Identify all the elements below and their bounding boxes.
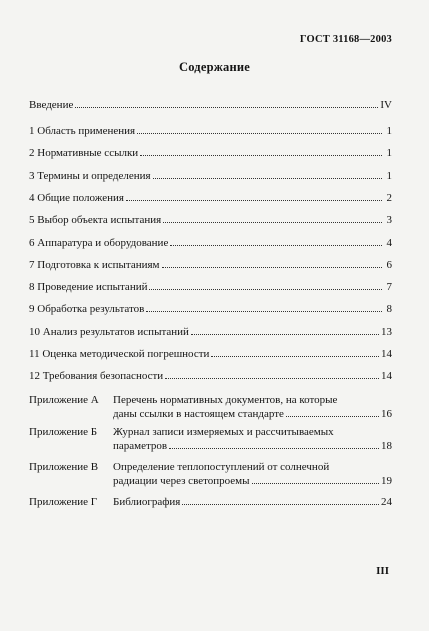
dot-leader [163,213,382,223]
toc-entry-4 [29,191,392,205]
toc-entry-page: 6 [386,259,392,271]
dot-leader [162,258,383,268]
appendix-title-line2: радиации через светопроемы [113,475,250,487]
appendix-title-line1: Определение теплопоступлений от солнечной [113,461,330,473]
toc-entry-page: 7 [386,281,392,293]
appendix-label: Приложение Г [29,496,98,508]
toc-entry-label: 3 Термины и определения [29,170,151,182]
appendix-label: Приложение Б [29,426,98,438]
toc-entry-label: 10 Анализ результатов испытаний [29,326,189,338]
toc-entry-1 [29,124,392,138]
appendix-page: 18 [381,440,392,452]
appendix-body [113,460,392,488]
toc-entry-page: 13 [381,326,392,338]
appendix-body [113,393,392,421]
toc-entry-page: 8 [386,303,392,315]
toc-entry-introduction [29,98,392,112]
dot-leader [191,325,379,335]
dot-leader [286,407,379,417]
toc-entry-page: 1 [386,147,392,159]
toc-entry-5 [29,213,392,227]
toc-entry-label: 8 Проведение испытаний [29,281,148,293]
dot-leader [75,98,378,108]
toc-entry-page: 14 [381,370,392,382]
dot-leader [169,439,379,449]
toc-entry-7 [29,258,392,272]
toc-entry-page: IV [380,99,392,111]
appendix-title-line2: Библиография [113,496,181,508]
toc-entry-12 [29,369,392,383]
appendix-body [113,495,392,509]
dot-leader [137,124,382,134]
appendix-page: 16 [381,408,392,420]
appendix-title-line1: Журнал записи измеряемых и рассчитываемых [113,426,334,438]
toc-entry-page: 4 [386,237,392,249]
appendix-title-line2-row [113,474,392,488]
toc-entry-page: 2 [386,192,392,204]
appendix-label: Приложение В [29,461,99,473]
appendix-body [113,425,392,453]
toc-entry-page: 3 [386,214,392,226]
dot-leader [146,302,382,312]
toc-entry-11 [29,347,392,361]
page-number: III [376,565,389,577]
toc-entry-page: 1 [386,170,392,182]
toc-entry-9 [29,302,392,316]
toc-entry-label: 4 Общие положения [29,192,124,204]
toc-entry-10 [29,325,392,339]
dot-leader [211,347,379,357]
toc-entry-label: 9 Обработка результатов [29,303,145,315]
toc-entry-label: 5 Выбор объекта испытания [29,214,162,226]
appendix-page: 24 [381,496,392,508]
toc-entry-label: 6 Аппаратура и оборудование [29,237,169,249]
toc-entry-page: 1 [386,125,392,137]
dot-leader [126,191,382,201]
dot-leader [149,280,382,290]
appendix-title-line2: параметров [113,440,168,452]
dot-leader [252,474,380,484]
toc-entry-2 [29,146,392,160]
dot-leader [140,146,382,156]
appendix-title-line2-row [113,439,392,453]
dot-leader [182,495,379,505]
toc-entry-8 [29,280,392,294]
toc-entry-label: 2 Нормативные ссылки [29,147,139,159]
toc-entry-label: 11 Оценка методической погрешности [29,348,210,360]
toc-entry-label: 12 Требования безопасности [29,370,164,382]
toc-entry-label: 1 Область применения [29,125,136,137]
dot-leader [153,169,382,179]
toc-entry-label: 7 Подготовка к испытаниям [29,259,160,271]
appendix-title-line1: Перечень нормативных документов, на которые [113,394,338,406]
appendix-title-line2: даны ссылки в настоящем стандарте [113,408,284,420]
appendix-page: 19 [381,475,392,487]
appendix-title-line2-row [113,407,392,421]
toc-entry-page: 14 [381,348,392,360]
dot-leader [165,369,379,379]
toc-entry-3 [29,169,392,183]
appendix-label: Приложение А [29,394,99,406]
toc-entry-6 [29,236,392,250]
toc-entry-label: Введение [29,99,74,111]
dot-leader [170,236,382,246]
appendix-title-line2-row [113,495,392,509]
toc-title: Содержание [178,60,250,74]
document-code: ГОСТ 31168—2003 [299,34,392,45]
